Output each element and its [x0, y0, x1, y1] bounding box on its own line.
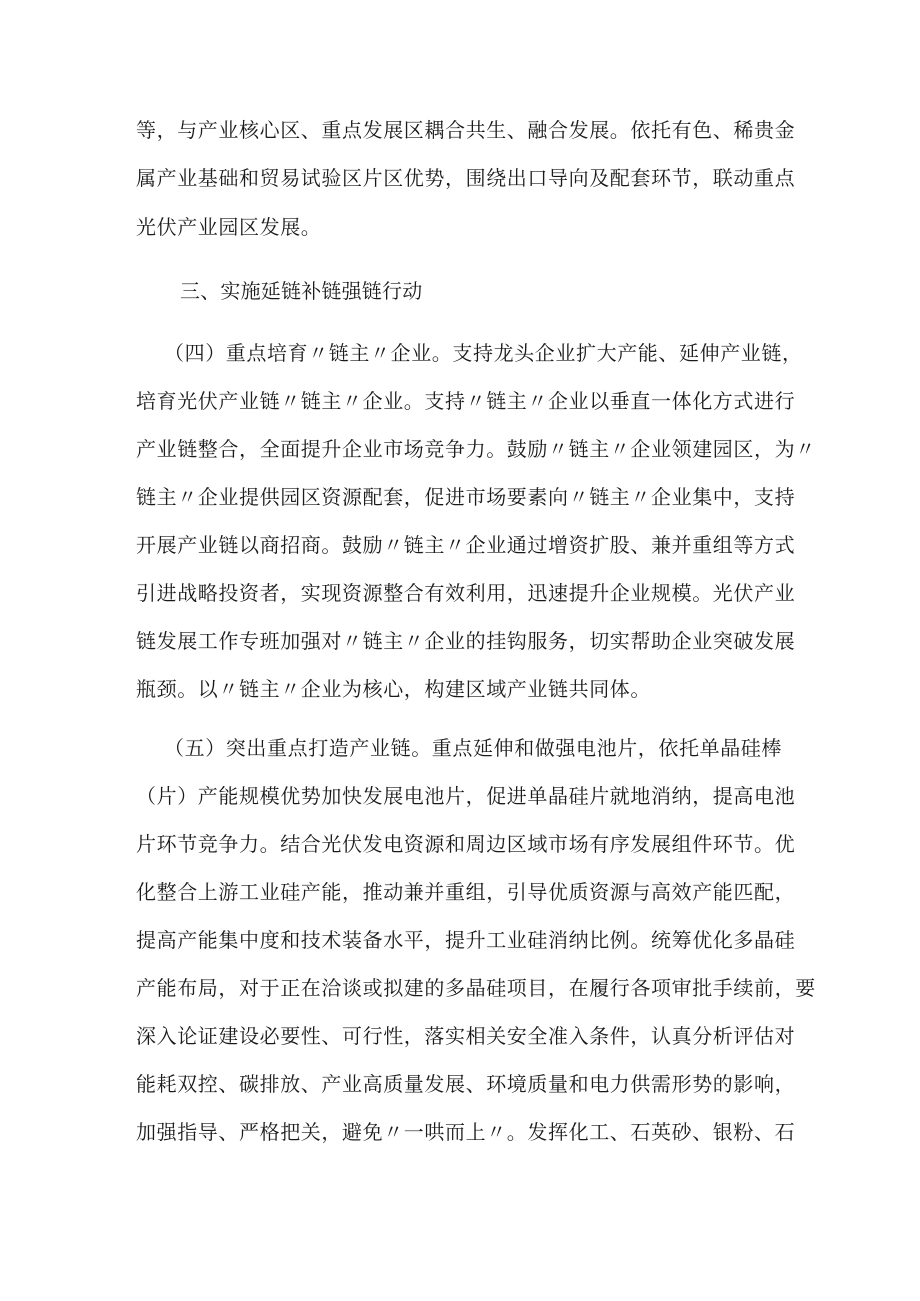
body-text-line: （四）重点培育〃链主〃企业。支持龙头企业扩大产能、延伸产业链，	[164, 341, 803, 365]
section-heading: 三、实施延链补链强链行动	[180, 279, 423, 303]
body-text-line: （片）产能规模优势加快发展电池片，促进单晶硅片就地消纳，提高电池	[136, 784, 796, 808]
body-text-line: 片环节竞争力。结合光伏发电资源和周边区域市场有序发展组件环节。优	[136, 832, 796, 856]
body-text-line: （五）突出重点打造产业链。重点延伸和做强电池片，依托单晶硅棒	[164, 736, 782, 760]
body-text-line: 产能布局，对于正在洽谈或拟建的多晶硅项目，在履行各项审批手续前，要	[136, 976, 816, 1000]
body-text-line: 化整合上游工业硅产能，推动兼并重组，引导优质资源与高效产能匹配，	[136, 880, 796, 904]
body-text-line: 链发展工作专班加强对〃链主〃企业的挂钩服务，切实帮助企业突破发展	[136, 629, 796, 653]
body-text-line: 光伏产业园区发展。	[136, 215, 322, 239]
body-text-line: 链主〃企业提供园区资源配套，促进市场要素向〃链主〃企业集中，支持	[136, 485, 796, 509]
body-text-line: 产业链整合，全面提升企业市场竞争力。鼓励〃链主〃企业领建园区，为〃	[136, 437, 816, 461]
body-text-line: 瓶颈。以〃链主〃企业为核心，构建区域产业链共同体。	[136, 677, 651, 701]
body-text-line: 加强指导、严格把关，避免〃一哄而上〃。发挥化工、石英砂、银粉、石	[136, 1120, 796, 1144]
body-text-line: 引进战略投资者，实现资源整合有效利用，迅速提升企业规模。光伏产业	[136, 581, 796, 605]
body-text-line: 提高产能集中度和技术装备水平，提升工业硅消纳比例。统筹优化多晶硅	[136, 928, 796, 952]
body-text-line: 培育光伏产业链〃链主〃企业。支持〃链主〃企业以垂直一体化方式进行	[136, 389, 796, 413]
body-text-line: 等，与产业核心区、重点发展区耦合共生、融合发展。依托有色、稀贵金	[136, 118, 796, 142]
body-text-line: 深入论证建设必要性、可行性，落实相关安全准入条件，认真分析评估对	[136, 1024, 796, 1048]
body-text-line: 属产业基础和贸易试验区片区优势，围绕出口导向及配套环节，联动重点	[136, 166, 796, 190]
body-text-line: 开展产业链以商招商。鼓励〃链主〃企业通过增资扩股、兼并重组等方式	[136, 533, 796, 557]
body-text-line: 能耗双控、碳排放、产业高质量发展、环境质量和电力供需形势的影响，	[136, 1072, 796, 1096]
